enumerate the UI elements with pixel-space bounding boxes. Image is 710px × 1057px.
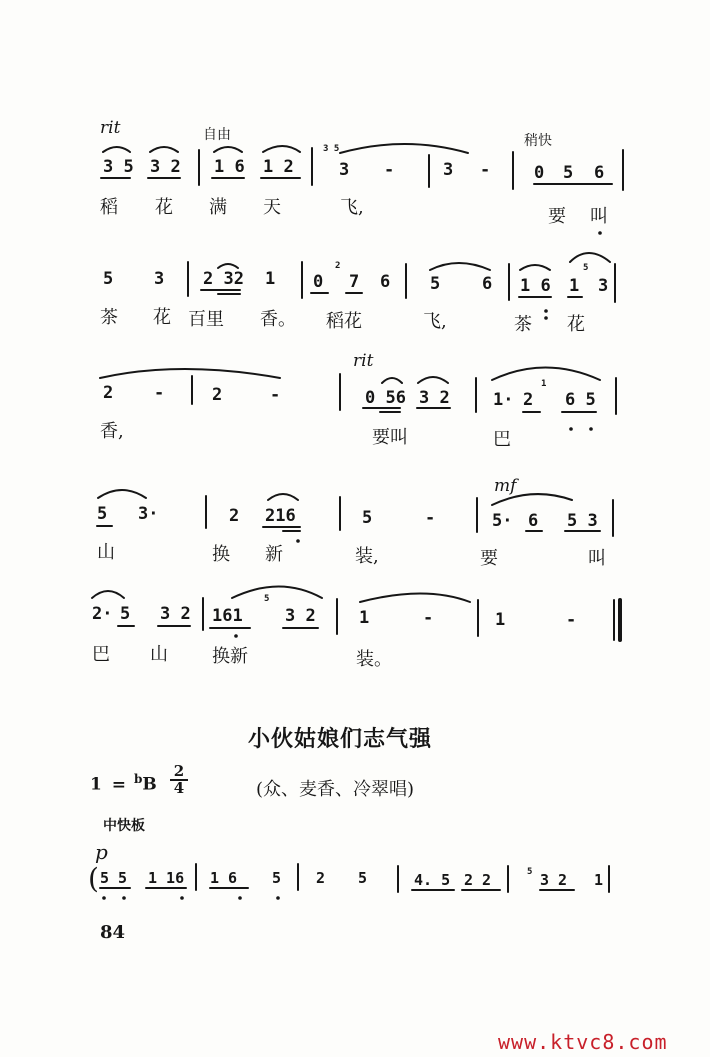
lyric: 新 [265,544,283,565]
note: 6 [380,272,391,292]
note: 3 2 [160,604,191,624]
note: 5 [358,869,368,887]
note: 2 [316,869,326,887]
lyric: 山 [97,542,115,563]
note: 1 [359,608,370,628]
dynamic-marking: p [95,840,108,864]
note: - [480,160,491,180]
note: 1 2 [263,157,294,177]
tempo-marking: 自由 [203,127,231,143]
note: - [154,383,165,403]
note: 2 [212,385,223,405]
lyric: 装。 [356,649,392,670]
note: 5 [272,869,282,887]
note: 1 [569,276,580,296]
note: 3 [443,160,454,180]
lyric: 稻花 [326,311,362,332]
note: 3 [598,276,609,296]
note: 7 [349,272,360,292]
note: 5 [97,504,108,524]
note: 1 6 [520,276,551,296]
note: 5 [563,163,574,183]
rit-marking: rit [353,351,374,371]
note: 3 2 [540,871,568,889]
note: 2· [92,604,113,624]
grace-note: 5 [527,867,533,877]
note: 5 5 [100,869,128,887]
lyric: 叫 [590,206,608,227]
note: 1 [265,269,276,289]
lyric: 巴 [92,644,110,665]
grace-note: 5 [264,594,270,604]
lyric: 百里 [188,309,224,330]
note: 5 [120,604,131,624]
grace-note: 3 5 [323,144,340,154]
performers: (众、麦香、冷翠唱) [256,779,415,800]
note: 4. 5 [414,871,451,889]
note: 216 [265,506,296,526]
lyric: 花 [153,307,171,328]
lyric: 要 [480,548,498,569]
note: 3 [154,269,165,289]
lyric: 香。 [260,309,296,330]
note: 3 2 [150,157,181,177]
note: 2 [229,506,240,526]
lyric: 满 [209,197,227,218]
lyric: 叫 [588,548,606,569]
note: 6 [482,274,493,294]
mf-marking: mf [494,476,517,496]
lyric: 山 [150,644,168,665]
song-title: 小伙姑娘们志气强 [248,726,433,752]
lyric: 花 [567,314,585,335]
time-top: 2 [173,762,185,780]
note: 0 [313,272,324,292]
key-letter: B [142,774,157,795]
note: - [566,610,577,630]
note: 3 [339,160,350,180]
grace-note: 1 [541,379,547,389]
page-number: 84 [100,922,126,943]
lyric: 要 [548,206,566,227]
lyric: 花 [155,197,173,218]
note: - [270,385,281,405]
lyric: 飞, [423,311,447,332]
note: - [384,160,395,180]
note: 3 5 [103,157,134,177]
note: 1 [495,610,506,630]
key-one: 1 [90,774,102,795]
note: 1· [493,390,514,410]
lyric: 香, [100,421,124,442]
lyric: 茶 [514,314,532,335]
note: 6 [528,511,539,531]
lyric: 飞, [340,197,364,218]
note: 5 3 [567,511,598,531]
note: 5 [103,269,114,289]
tempo-marking: 稍快 [524,133,552,149]
lyric: 换新 [212,646,248,667]
note: 1 16 [148,869,185,887]
note: 1 6 [210,869,238,887]
lyric: 换 [212,544,230,565]
note: - [423,608,434,628]
note: 6 [594,163,605,183]
note: 3 2 [285,606,316,626]
note: 2 [523,390,534,410]
note: 1 6 [214,157,245,177]
tempo-marking: 中快板 [103,818,145,834]
note: 3· [138,504,159,524]
lyric: 装, [355,546,379,567]
grace-note: 2 [335,261,341,271]
lyric: 天 [263,197,281,218]
lyric: 稻 [100,197,118,218]
note: 5 [362,508,373,528]
note: - [425,508,436,528]
key-flat: b [133,772,143,786]
note: 5 [430,274,441,294]
watermark: www.ktvc8.com [498,1030,668,1054]
lyric: 巴 [493,429,511,450]
note: 2 32 [203,269,244,289]
note: 2 2 [464,871,492,889]
note: 6 5 [565,390,596,410]
note: 0 [534,163,545,183]
note: 161 [212,606,243,626]
note: 5· [492,511,513,531]
lyric: 茶 [100,307,118,328]
key-equals: = [111,774,127,795]
note: 0 56 [365,388,406,408]
note: 3 2 [419,388,450,408]
grace-note: 5 [583,263,589,273]
open-paren: ( [88,862,99,895]
note: 1 [594,871,604,889]
note: 2 [103,383,114,403]
lyric: 要叫 [372,427,408,448]
rit-marking: rit [100,118,121,138]
time-bottom: 4 [170,779,188,796]
